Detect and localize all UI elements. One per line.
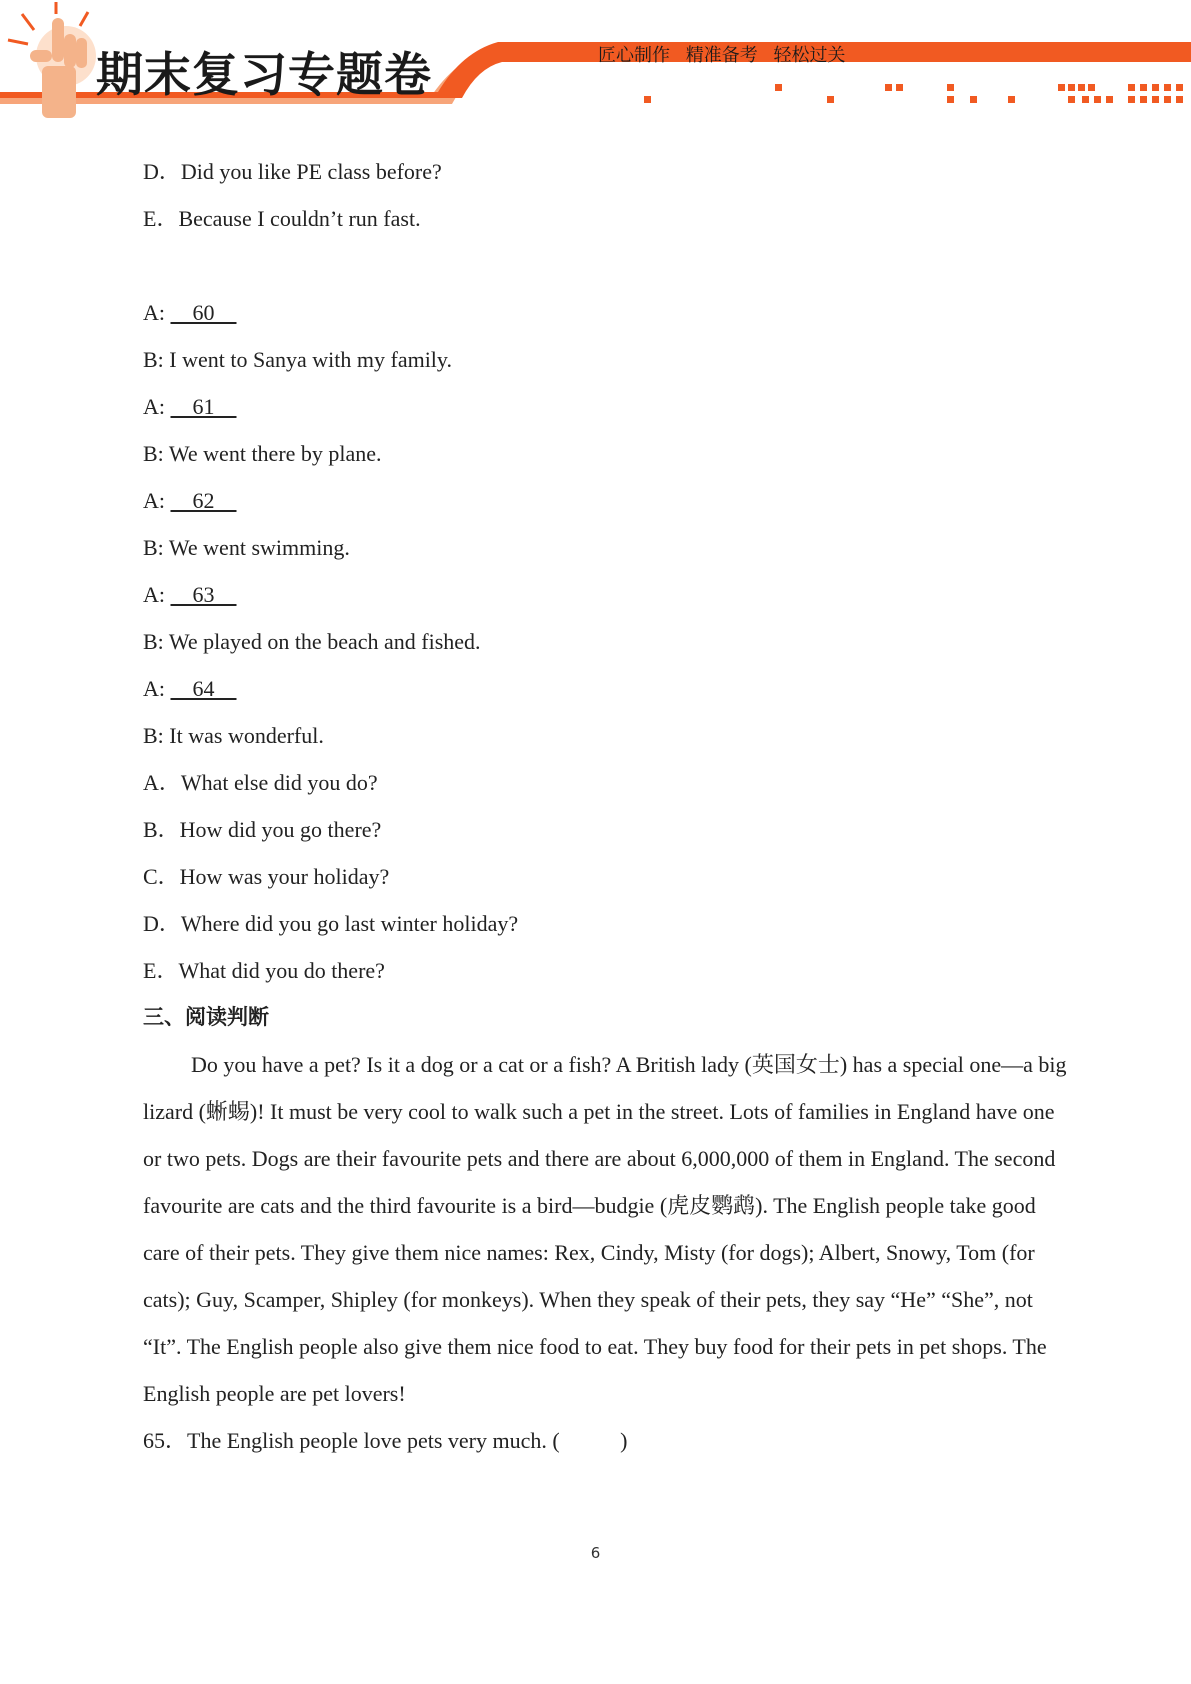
speaker-label: A: — [143, 676, 165, 701]
decorative-squares — [644, 84, 1183, 103]
dialogue-text: We went swimming. — [168, 535, 350, 560]
page-header — [0, 0, 1191, 120]
answer-blank[interactable] — [171, 394, 237, 419]
dialogue-line — [143, 383, 1073, 430]
option-line: E．What did you do there? — [143, 958, 385, 983]
option-line: B．How did you go there? — [143, 817, 382, 842]
dialogue-line — [143, 477, 1073, 524]
dialogue-line — [143, 289, 1073, 336]
reading-passage: Do you have a pet? Is it a dog or a cat or a fish? A British lady (英国女士) has a special one—a big lizard (蜥蜴)! It must be very cool to walk such a pet in the street. Lots of families in England have one or two pets. Dogs are their favourite pets and there are about 6,000,000 of them in England. The second favourite are cats and the third favourite is a bird—budgie (虎皮鹦鹉). The English people take good care of their pets. They give them nice names: Rex, Cindy, Misty (for dogs); Albert, Snowy, Tom (for cats); Guy, Scamper, Shipley (for monkeys). When they speak of their pets, they say “He” “She”, not “It”. The English people also give them nice food to eat. They buy food for their pets in pet shops. The English people are pet lovers! — [143, 1052, 1067, 1406]
speaker-label: A: — [143, 582, 165, 607]
speaker-label: A: — [143, 300, 165, 325]
dialogue-line — [143, 618, 1073, 665]
blank-number: 64 — [192, 676, 215, 701]
blank-number: 60 — [192, 300, 215, 325]
header-slogan: 匠心制作 精准备考 轻松过关 — [598, 45, 846, 66]
option-line: E．Because I couldn’t run fast. — [143, 206, 421, 231]
speaker-label: A: — [143, 488, 165, 513]
dialogue-line — [143, 571, 1073, 618]
speaker-label: B: — [143, 347, 164, 372]
judgement-question: 65．The English people love pets very much. ( ) — [143, 1428, 628, 1453]
answer-blank[interactable] — [171, 582, 237, 607]
speaker-label: B: — [143, 535, 164, 560]
blank-number: 62 — [192, 488, 215, 513]
dialogue-line — [143, 336, 1073, 383]
dialogue-line — [143, 524, 1073, 571]
page-content — [143, 148, 1073, 1464]
dialogue-text: We played on the beach and fished. — [168, 629, 481, 654]
dialogue-line — [143, 430, 1073, 477]
section-title: 三、阅读判断 — [143, 1005, 269, 1029]
blank-number: 61 — [192, 394, 215, 419]
option-line: D．Where did you go last winter holiday? — [143, 911, 519, 936]
answer-blank[interactable] — [171, 676, 237, 701]
blank-number: 63 — [192, 582, 215, 607]
speaker-label: B: — [143, 441, 164, 466]
dialogue-text: I went to Sanya with my family. — [169, 347, 452, 372]
option-line: A．What else did you do? — [143, 770, 378, 795]
speaker-label: B: — [143, 723, 164, 748]
answer-blank[interactable] — [171, 300, 237, 325]
dialogue-line — [143, 665, 1073, 712]
dialogue-line — [143, 712, 1073, 759]
dialogue-text: It was wonderful. — [169, 723, 324, 748]
dialogue-text: We went there by plane. — [168, 441, 382, 466]
option-line: C．How was your holiday? — [143, 864, 390, 889]
header-title: 期末复习专题卷 — [96, 48, 432, 103]
speaker-label: A: — [143, 394, 165, 419]
speaker-label: B: — [143, 629, 164, 654]
answer-blank[interactable] — [171, 488, 237, 513]
option-line: D．Did you like PE class before? — [143, 159, 442, 184]
page-number: 6 — [590, 1544, 601, 1562]
